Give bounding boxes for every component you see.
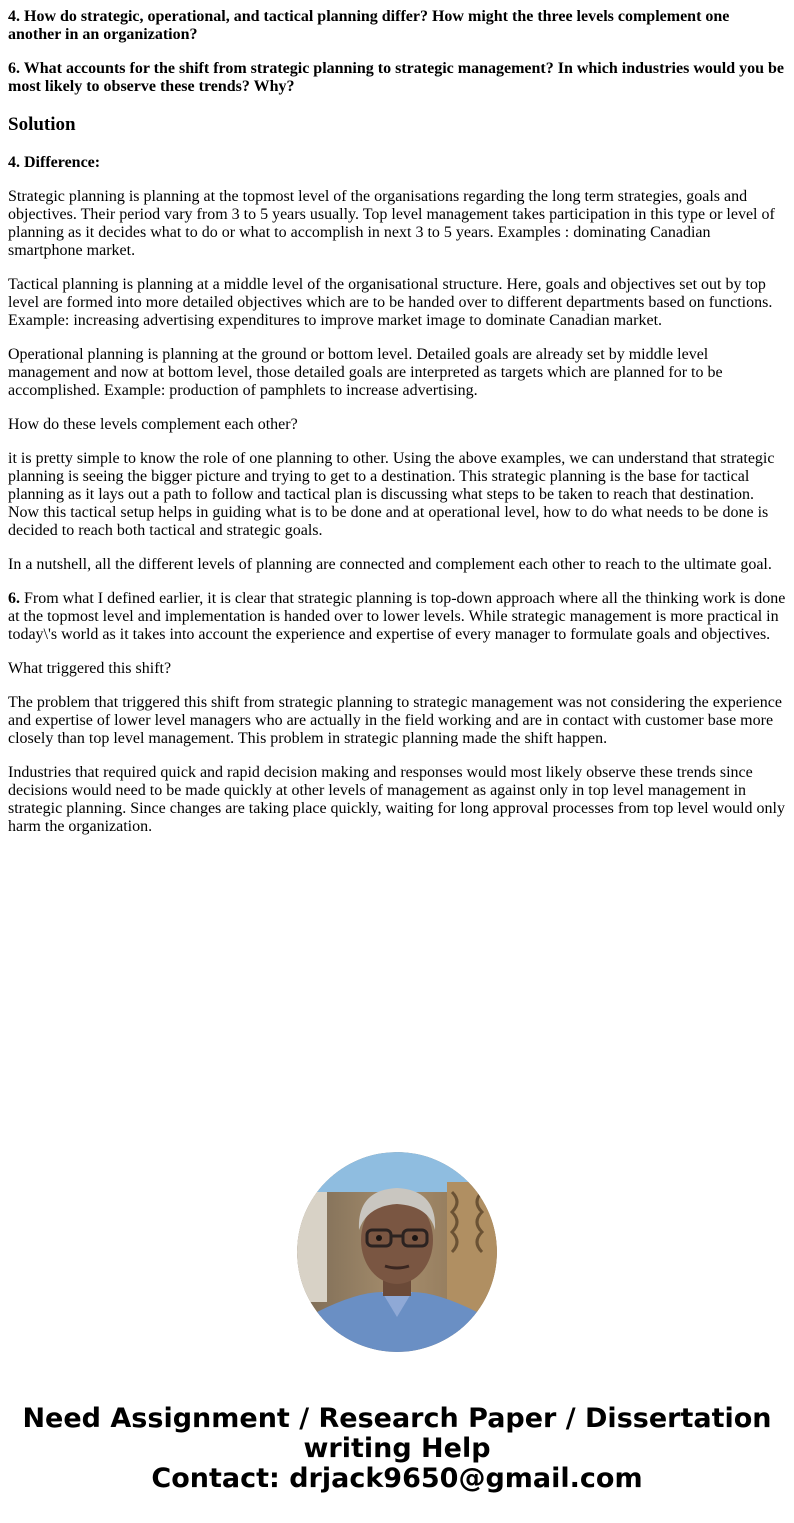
solution-heading: Solution <box>8 114 76 135</box>
promo-footer <box>0 1152 794 1494</box>
answer-6-paragraph-industries: Industries that required quick and rapid decision making and responses would most likely observe these trends since decisions would need to be made quickly at other levels of management as against only in top level management in strategic planning. Since changes are taking place quickly, waiting for long approval processes from top level would only harm the organization. <box>8 764 785 835</box>
answer-6-intro-text: From what I defined earlier, it is clear that strategic planning is top-down approach where all the thinking work is done at the topmost level and implementation is handed over to lower levels. While strategic management is more practical in today\'s world as it takes into account the experience and expertise of every manager to formulate goals and objectives. <box>8 590 786 643</box>
promo-contact[interactable]: Contact: drjack9650@gmail.com <box>151 1463 643 1494</box>
answer-6-subheading-trigger: What triggered this shift? <box>8 660 172 677</box>
promo-line-1: Need Assignment / Research Paper / Dissertation <box>22 1403 772 1434</box>
avatar <box>297 1152 497 1352</box>
person-portrait-icon <box>297 1152 497 1352</box>
answer-4-paragraph-nutshell: In a nutshell, all the different levels of planning are connected and complement each other to reach to the ultimate goal. <box>8 556 772 573</box>
answer-6-paragraph-problem: The problem that triggered this shift from strategic planning to strategic management was not considering the experience and expertise of lower level managers who are actually in the field working and are in contact with customer base more closely than top level management. This problem in strategic planning made the shift happen. <box>8 694 782 747</box>
answer-4-paragraph-strategic: Strategic planning is planning at the topmost level of the organisations regarding the long term strategies, goals and objectives. Their period vary from 3 to 5 years usually. Top level management takes participation in this type or level of planning as it decides what to do or what to accomplish in next 3 to 5 years. Examples : dominating Canadian smartphone market. <box>8 188 775 259</box>
answer-4-paragraph-tactical: Tactical planning is planning at a middle level of the organisational structure. Here, goals and objectives set out by top level are formed into more detailed objectives which are to be handed over to different departments based on functions. Example: increasing advertising expenditures to improve market image to dominate Canadian market. <box>8 276 773 329</box>
answer-4-subheading-complement: How do these levels complement each other? <box>8 416 298 433</box>
promo-text <box>0 1404 794 1494</box>
answer-6-paragraph-intro <box>8 590 786 644</box>
answer-4-paragraph-operational: Operational planning is planning at the ground or bottom level. Detailed goals are already set by middle level management and now at bottom level, those detailed goals are interpreted as targets which are planned for to be accomplished. Example: production of pamphlets to increase advertising. <box>8 346 723 399</box>
question-4: 4. How do strategic, operational, and tactical planning differ? How might the three levels complement one another in an organization? <box>8 8 730 43</box>
document-content <box>8 0 786 852</box>
promo-line-2: writing Help <box>303 1433 491 1464</box>
answer-4-heading: 4. Difference: <box>8 154 101 171</box>
answer-6-number: 6. <box>8 590 20 607</box>
question-6: 6. What accounts for the shift from strategic planning to strategic management? In which industries would you be most likely to observe these trends? Why? <box>8 60 785 95</box>
answer-4-paragraph-complement: it is pretty simple to know the role of one planning to other. Using the above examples, we can understand that strategic planning is seeing the bigger picture and trying to get to a destination. This strategic planning is the base for tactical planning as it lays out a path to follow and tactical plan is discussing what steps to be taken to reach that destination. Now this tactical setup helps in guiding what is to be done and at operational level, how to do what needs to be done is decided to reach both tactical and strategic goals. <box>8 450 775 539</box>
